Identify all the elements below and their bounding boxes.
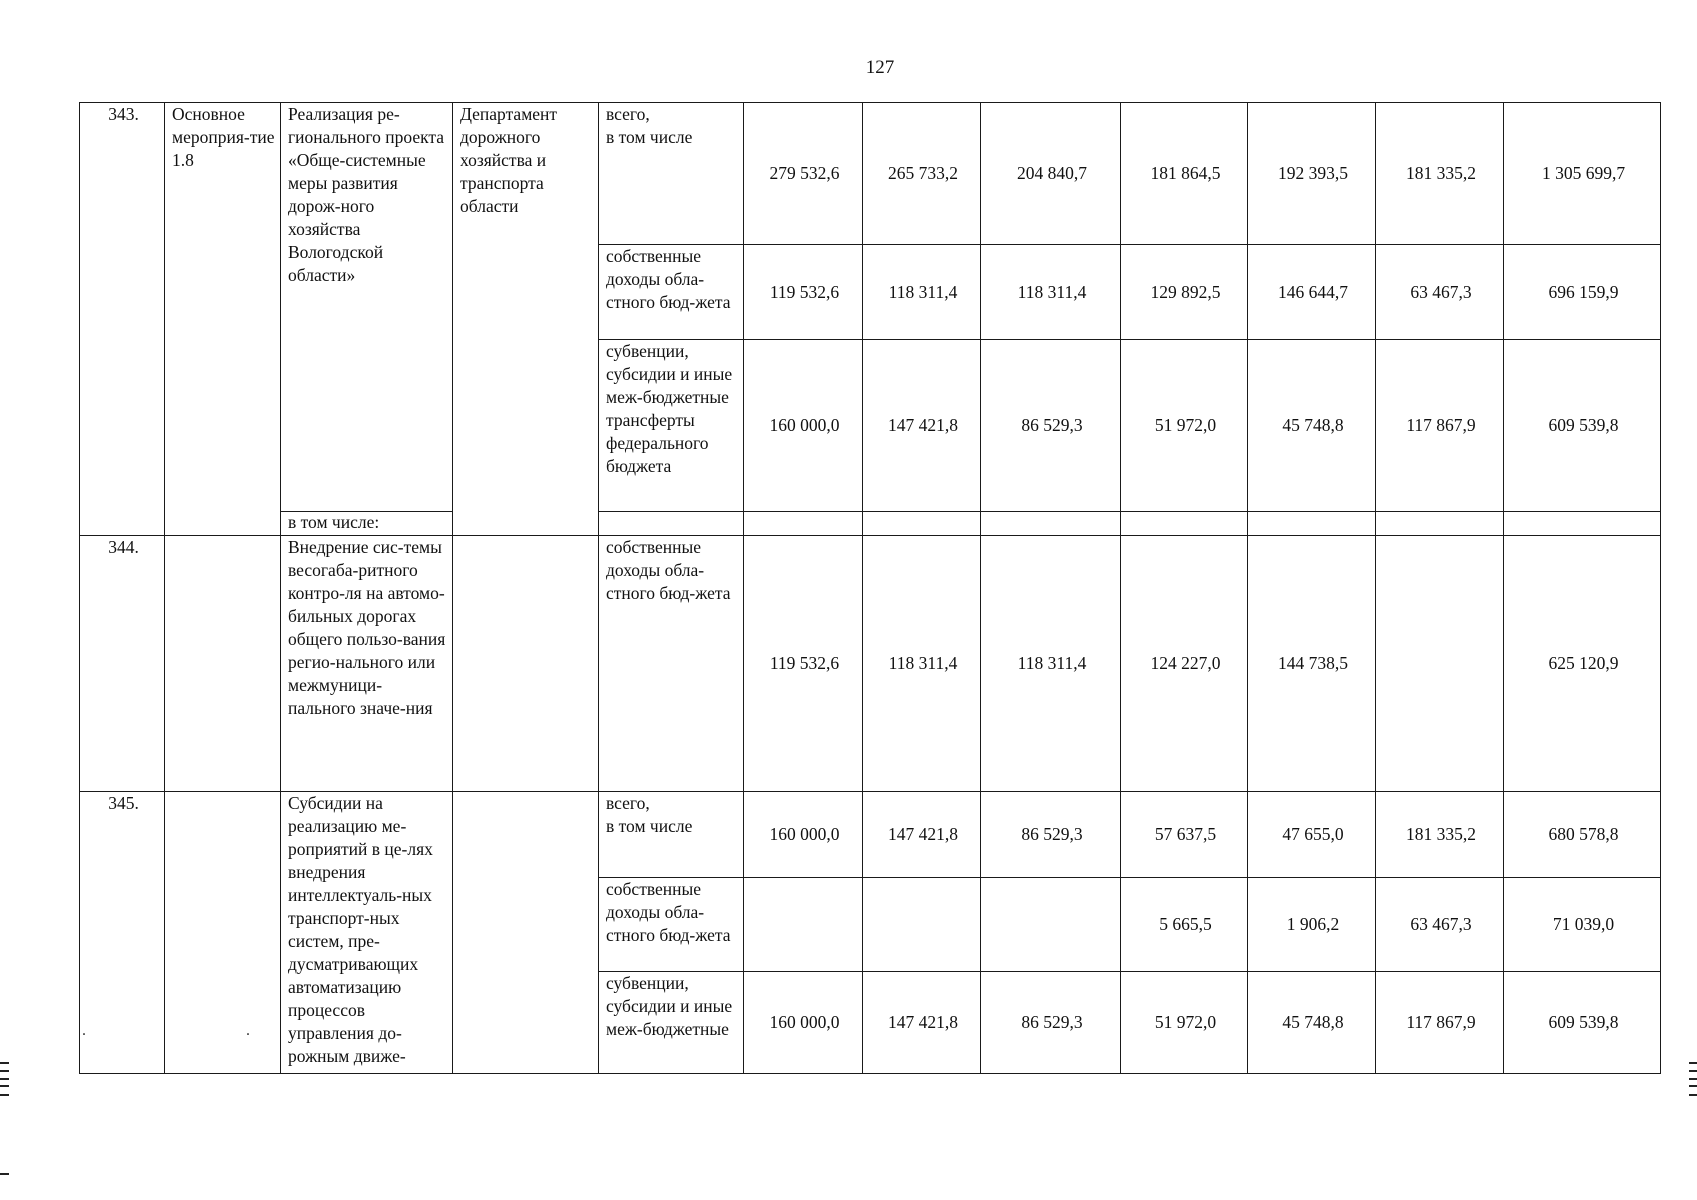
value-cell: 51 972,0 bbox=[1121, 972, 1248, 1074]
empty-cell bbox=[599, 512, 744, 536]
empty-cell bbox=[1504, 512, 1661, 536]
budget-table bbox=[79, 102, 1661, 1074]
scan-edge-mark bbox=[1689, 1070, 1697, 1072]
value-cell: 124 227,0 bbox=[1121, 536, 1248, 792]
activity-description: Реализация ре-гионального проекта «Обще-системные меры развития дорож-ного хозяйства Вологодской области» bbox=[281, 103, 453, 512]
value-cell bbox=[863, 878, 981, 972]
scan-edge-mark bbox=[0, 1062, 9, 1064]
value-cell: 47 655,0 bbox=[1248, 792, 1376, 878]
activity-description: Внедрение сис-темы весогаба-ритного контро-ля на автомо-бильных дорогах общего пользо-вания регио-нального или межмуници-пального значе-ния bbox=[281, 536, 453, 792]
executor-name: Департамент дорожного хозяйства и транспорта области bbox=[453, 103, 599, 536]
value-cell: 118 311,4 bbox=[981, 245, 1121, 340]
executor-name bbox=[453, 536, 599, 792]
empty-cell bbox=[863, 512, 981, 536]
empty-cell bbox=[981, 512, 1121, 536]
value-cell: 144 738,5 bbox=[1248, 536, 1376, 792]
row-number: 345. bbox=[80, 792, 165, 1074]
stray-mark: . bbox=[82, 1022, 86, 1039]
funding-source-label: собственные доходы обла-стного бюд-жета bbox=[599, 245, 744, 340]
row-number: 343. bbox=[80, 103, 165, 536]
empty-cell bbox=[744, 512, 863, 536]
value-cell: 204 840,7 bbox=[981, 103, 1121, 245]
value-cell: 265 733,2 bbox=[863, 103, 981, 245]
value-cell: 63 467,3 bbox=[1376, 245, 1504, 340]
funding-source-label: субвенции, субсидии и иные меж-бюджетные трансферты федерального бюджета bbox=[599, 340, 744, 512]
value-cell: 129 892,5 bbox=[1121, 245, 1248, 340]
scan-edge-mark bbox=[0, 1085, 9, 1087]
executor-name bbox=[453, 792, 599, 1074]
empty-cell bbox=[1248, 512, 1376, 536]
value-cell: 160 000,0 bbox=[744, 972, 863, 1074]
value-cell: 118 311,4 bbox=[863, 245, 981, 340]
scan-edge-mark bbox=[0, 1070, 9, 1072]
activity-name bbox=[165, 792, 281, 1074]
value-cell: 86 529,3 bbox=[981, 340, 1121, 512]
scan-edge-mark bbox=[0, 1078, 9, 1080]
value-cell: 118 311,4 bbox=[863, 536, 981, 792]
activity-name bbox=[165, 536, 281, 792]
page-number: 127 bbox=[865, 57, 895, 78]
empty-cell bbox=[1376, 512, 1504, 536]
total-cell: 1 305 699,7 bbox=[1504, 103, 1661, 245]
total-cell: 71 039,0 bbox=[1504, 878, 1661, 972]
value-cell: 119 532,6 bbox=[744, 245, 863, 340]
funding-source-label: собственные доходы обла-стного бюд-жета bbox=[599, 536, 744, 792]
value-cell: 192 393,5 bbox=[1248, 103, 1376, 245]
value-cell: 45 748,8 bbox=[1248, 972, 1376, 1074]
value-cell: 147 421,8 bbox=[863, 340, 981, 512]
total-cell: 625 120,9 bbox=[1504, 536, 1661, 792]
row-number: 344. bbox=[80, 536, 165, 792]
total-cell: 609 539,8 bbox=[1504, 972, 1661, 1074]
value-cell bbox=[744, 878, 863, 972]
total-cell: 609 539,8 bbox=[1504, 340, 1661, 512]
value-cell: 181 864,5 bbox=[1121, 103, 1248, 245]
value-cell: 146 644,7 bbox=[1248, 245, 1376, 340]
value-cell: 160 000,0 bbox=[744, 792, 863, 878]
table-row bbox=[80, 536, 1661, 792]
value-cell: 63 467,3 bbox=[1376, 878, 1504, 972]
value-cell: 57 637,5 bbox=[1121, 792, 1248, 878]
table-row bbox=[80, 103, 1661, 245]
scan-edge-mark bbox=[1689, 1085, 1697, 1087]
funding-source-label: всего, в том числе bbox=[599, 103, 744, 245]
funding-source-label: субвенции, субсидии и иные меж-бюджетные bbox=[599, 972, 744, 1074]
value-cell: 86 529,3 bbox=[981, 792, 1121, 878]
scan-edge-mark bbox=[1689, 1078, 1697, 1080]
value-cell: 45 748,8 bbox=[1248, 340, 1376, 512]
funding-source-label: собственные доходы обла-стного бюд-жета bbox=[599, 878, 744, 972]
total-cell: 696 159,9 bbox=[1504, 245, 1661, 340]
value-cell: 118 311,4 bbox=[981, 536, 1121, 792]
value-cell: 117 867,9 bbox=[1376, 972, 1504, 1074]
value-cell: 147 421,8 bbox=[863, 972, 981, 1074]
funding-source-label: всего, в том числе bbox=[599, 792, 744, 878]
value-cell: 147 421,8 bbox=[863, 792, 981, 878]
value-cell: 1 906,2 bbox=[1248, 878, 1376, 972]
activity-name: Основное мероприя-тие 1.8 bbox=[165, 103, 281, 536]
scan-edge-mark bbox=[1689, 1094, 1697, 1096]
value-cell bbox=[1376, 536, 1504, 792]
table-row bbox=[80, 792, 1661, 878]
value-cell: 181 335,2 bbox=[1376, 792, 1504, 878]
value-cell: 5 665,5 bbox=[1121, 878, 1248, 972]
subtotal-label: в том числе: bbox=[281, 512, 453, 536]
scan-edge-mark bbox=[0, 1173, 9, 1175]
value-cell: 86 529,3 bbox=[981, 972, 1121, 1074]
empty-cell bbox=[1121, 512, 1248, 536]
stray-mark: . bbox=[246, 1022, 250, 1039]
total-cell: 680 578,8 bbox=[1504, 792, 1661, 878]
scan-edge-mark bbox=[0, 1094, 9, 1096]
value-cell: 117 867,9 bbox=[1376, 340, 1504, 512]
value-cell: 160 000,0 bbox=[744, 340, 863, 512]
value-cell bbox=[981, 878, 1121, 972]
table-row bbox=[80, 512, 1661, 536]
activity-description: Субсидии на реализацию ме-роприятий в це-лях внедрения интеллектуаль-ных транспорт-ных систем, пре-дусматривающих автоматизацию процессов управления до-рожным движе- bbox=[281, 792, 453, 1074]
value-cell: 181 335,2 bbox=[1376, 103, 1504, 245]
value-cell: 51 972,0 bbox=[1121, 340, 1248, 512]
scan-edge-mark bbox=[1689, 1062, 1697, 1064]
value-cell: 279 532,6 bbox=[744, 103, 863, 245]
value-cell: 119 532,6 bbox=[744, 536, 863, 792]
